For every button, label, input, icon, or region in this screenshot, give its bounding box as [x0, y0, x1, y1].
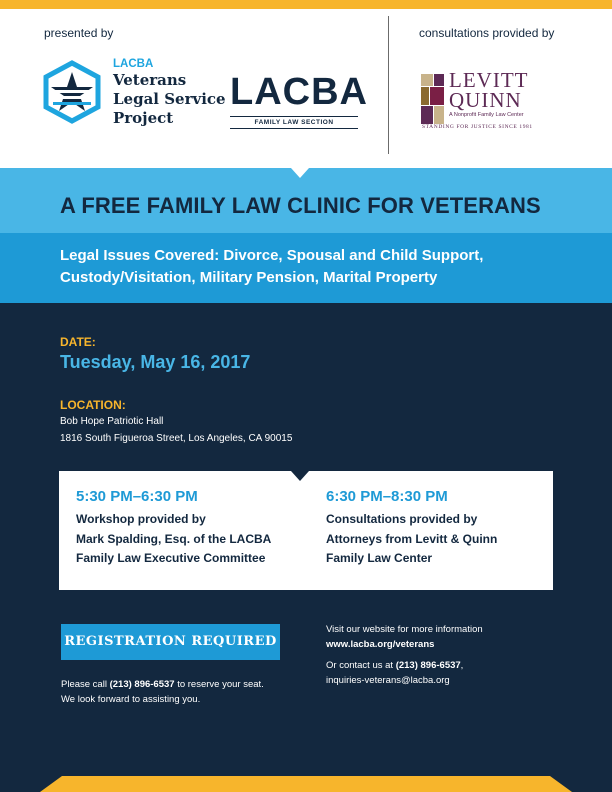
date-label: DATE: — [60, 335, 96, 349]
slot-desc-line: Family Law Center — [326, 551, 433, 565]
legal-issues-text — [60, 245, 580, 289]
vlsp-line-veterans: Veterans — [113, 71, 187, 89]
slot-time: 5:30 PM–6:30 PM — [76, 488, 198, 505]
lacba-family-law-logo — [230, 71, 368, 129]
contact-phone-line: Or contact us at (213) 896-6537, — [326, 660, 464, 671]
schedule-slot-workshop — [76, 488, 316, 569]
schedule-slot-consultations — [326, 488, 566, 569]
slot-desc-line: Attorneys from Levitt & Quinn — [326, 531, 498, 546]
lacba-wordmark: LACBA — [230, 71, 368, 113]
contact-phone[interactable]: (213) 896-6537 — [395, 660, 461, 671]
vlsp-line-project: Project — [113, 109, 174, 127]
bottom-accent-strip — [40, 776, 572, 792]
date-value: Tuesday, May 16, 2017 — [60, 352, 251, 372]
slot-desc-line: Mark Spalding, Esq. of the LACBA — [76, 531, 272, 546]
slot-description — [76, 510, 316, 569]
website-link[interactable]: www.lacba.org/veterans — [326, 638, 435, 650]
contact-email-link[interactable]: inquiries-veterans@lacba.org — [326, 674, 450, 686]
location-label: LOCATION: — [60, 398, 126, 412]
contact-info — [326, 623, 483, 688]
vlsp-star-icon — [41, 60, 103, 124]
consultations-by-label: consultations provided by — [419, 26, 555, 40]
schedule-notch — [291, 471, 309, 481]
levitt-quinn-standing: STANDING FOR JUSTICE SINCE 1981 — [422, 124, 533, 130]
visit-website-text: Visit our website for more information — [326, 624, 483, 635]
reserve-phone[interactable]: (213) 896-6537 — [109, 679, 175, 690]
vlsp-line-legal: Legal Service — [113, 90, 226, 108]
slot-description — [326, 510, 566, 569]
page-title: A FREE FAMILY LAW CLINIC FOR VETERANS — [60, 193, 541, 218]
vlsp-logo-text — [113, 57, 226, 128]
levitt-quinn-tagline: A Nonprofit Family Law Center — [449, 112, 524, 118]
location-venue: Bob Hope Patriotic Hall — [60, 416, 164, 427]
header-notch — [291, 168, 309, 178]
legal-issues-line-2: Custody/Visitation, Military Pension, Marital Property — [60, 269, 438, 286]
schedule-panel — [59, 471, 553, 590]
slot-desc-line: Consultations provided by — [326, 512, 478, 526]
slot-desc-line: Family Law Executive Committee — [76, 551, 266, 565]
location-address: 1816 South Figueroa Street, Los Angeles, CA 90015 — [60, 433, 293, 444]
vlsp-org: LACBA — [113, 58, 154, 70]
legal-issues-line-1: Legal Issues Covered: Divorce, Spousal and Child Support, — [60, 247, 484, 264]
presented-by-label: presented by — [44, 26, 114, 40]
top-accent-bar — [0, 0, 612, 9]
slot-desc-line: Workshop provided by — [76, 512, 206, 526]
registration-required-button[interactable]: REGISTRATION REQUIRED — [61, 624, 280, 660]
issues-band — [0, 233, 612, 303]
levitt-quinn-logo — [449, 70, 528, 118]
call-to-reserve-text: Please call (213) 896-6537 to reserve your seat. We look forward to assisting you. — [61, 679, 264, 705]
levitt-word: LEVITT — [449, 68, 529, 92]
slot-time: 6:30 PM–8:30 PM — [326, 488, 448, 505]
header-divider — [388, 16, 389, 154]
lacba-section-label: FAMILY LAW SECTION — [254, 119, 334, 126]
quinn-word: QUINN — [449, 88, 522, 112]
